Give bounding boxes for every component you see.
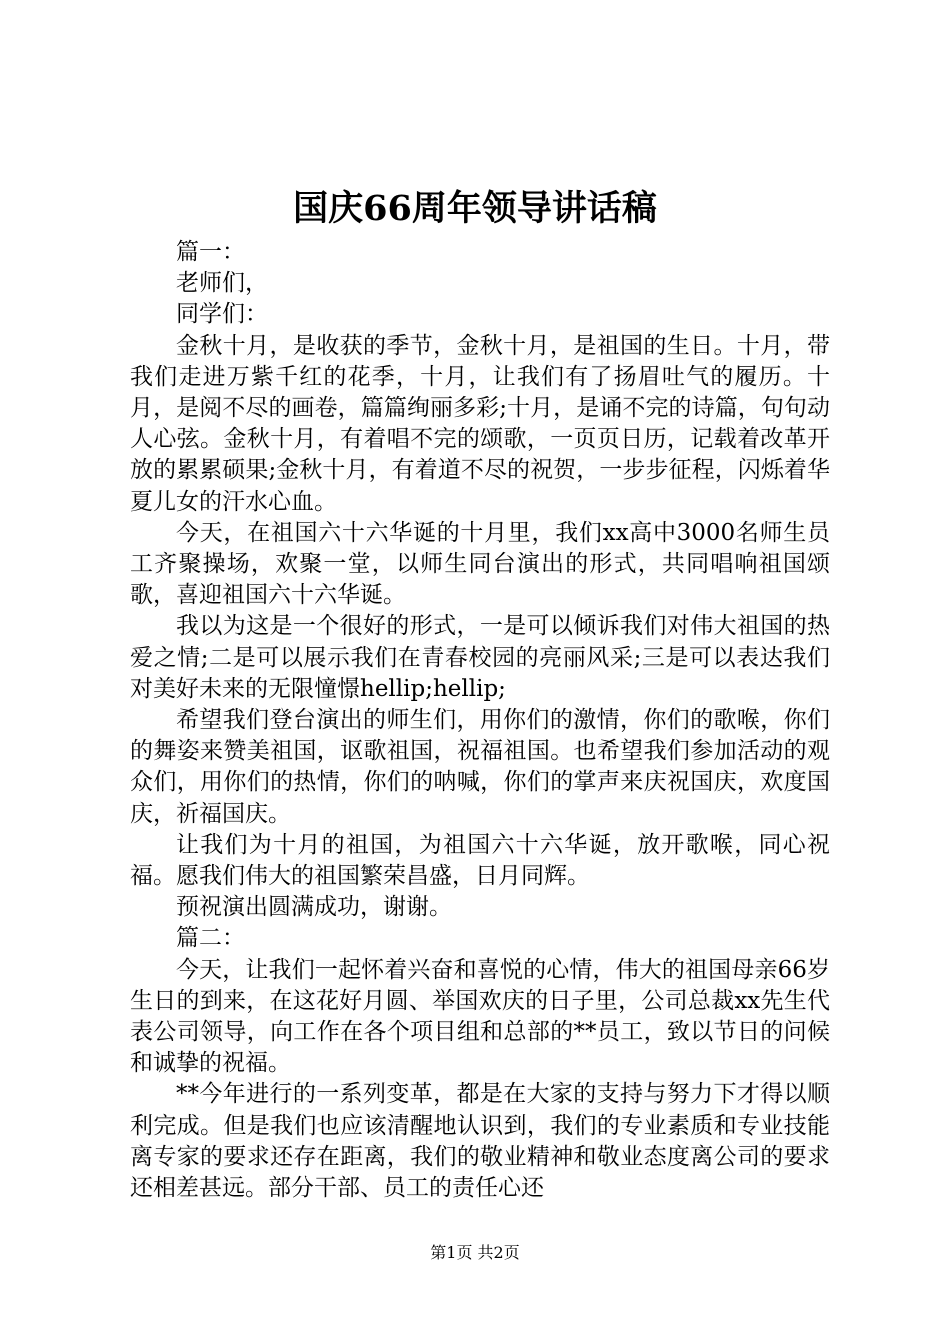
paragraph: 预祝演出圆满成功，谢谢。 [176,894,452,921]
paragraph: **今年进行的一系列变革，都是在大家的支持与努力下才得以顺利完成。但是我们也应该清醒地认识到，我们的专业素质和专业技能离专家的要求还存在距离，我们的敬业精神和敬业态度离公司的要求还相差甚远。部分干部、员工的责任心还 [130,1081,830,1202]
paragraph: 篇一： [176,239,245,265]
document-body [130,237,830,1204]
paragraph: 同学们： [176,301,268,328]
paragraph: 今天，在祖国六十六华诞的十月里，我们xx高中3000名师生员工齐聚操场，欢聚一堂，以师生同台演出的形式，共同唱响祖国颂歌，喜迎祖国六十六华诞。 [130,519,830,609]
paragraph: 今天，让我们一起怀着兴奋和喜悦的心情，伟大的祖国母亲66岁生日的到来，在这花好月圆、举国欢庆的日子里，公司总裁xx先生代表公司领导，向工作在各个项目组和总部的**员工，致以节日的问候和诚挚的祝福。 [130,956,830,1077]
page-footer: 第1页 共2页 [430,1243,520,1262]
paragraph: 希望我们登台演出的师生们，用你们的激情，你们的歌喉，你们的舞姿来赞美祖国，讴歌祖国，祝福祖国。也希望我们参加活动的观众们，用你们的热情，你们的呐喊，你们的掌声来庆祝国庆，欢度国庆，祈福国庆。 [130,707,830,827]
paragraph: 我以为这是一个很好的形式，一是可以倾诉我们对伟大祖国的热爱之情;二是可以展示我们在青春校园的亮丽风采;三是可以表达我们对美好未来的无限憧憬hellip;hellip; [130,613,830,702]
paragraph: 老师们， [176,270,268,297]
paragraph: 让我们为十月的祖国，为祖国六十六华诞，放开歌喉，同心祝福。愿我们伟大的祖国繁荣昌盛，日月同辉。 [130,831,830,890]
paragraph: 金秋十月，是收获的季节，金秋十月，是祖国的生日。十月，带我们走进万紫千红的花季，十月，让我们有了扬眉吐气的履历。十月，是阅不尽的画卷，篇篇绚丽多彩;十月，是诵不完的诗篇，句句动人心弦。金秋十月，有着唱不完的颂歌，一页页日历，记载着改革开放的累累硕果;金秋十月，有着道不尽的祝贺，一步步征程，闪烁着华夏儿女的汗水心血。 [130,332,830,515]
paragraph: 篇二： [176,925,245,952]
document-title: 国庆66周年领导讲话稿 [293,188,657,229]
